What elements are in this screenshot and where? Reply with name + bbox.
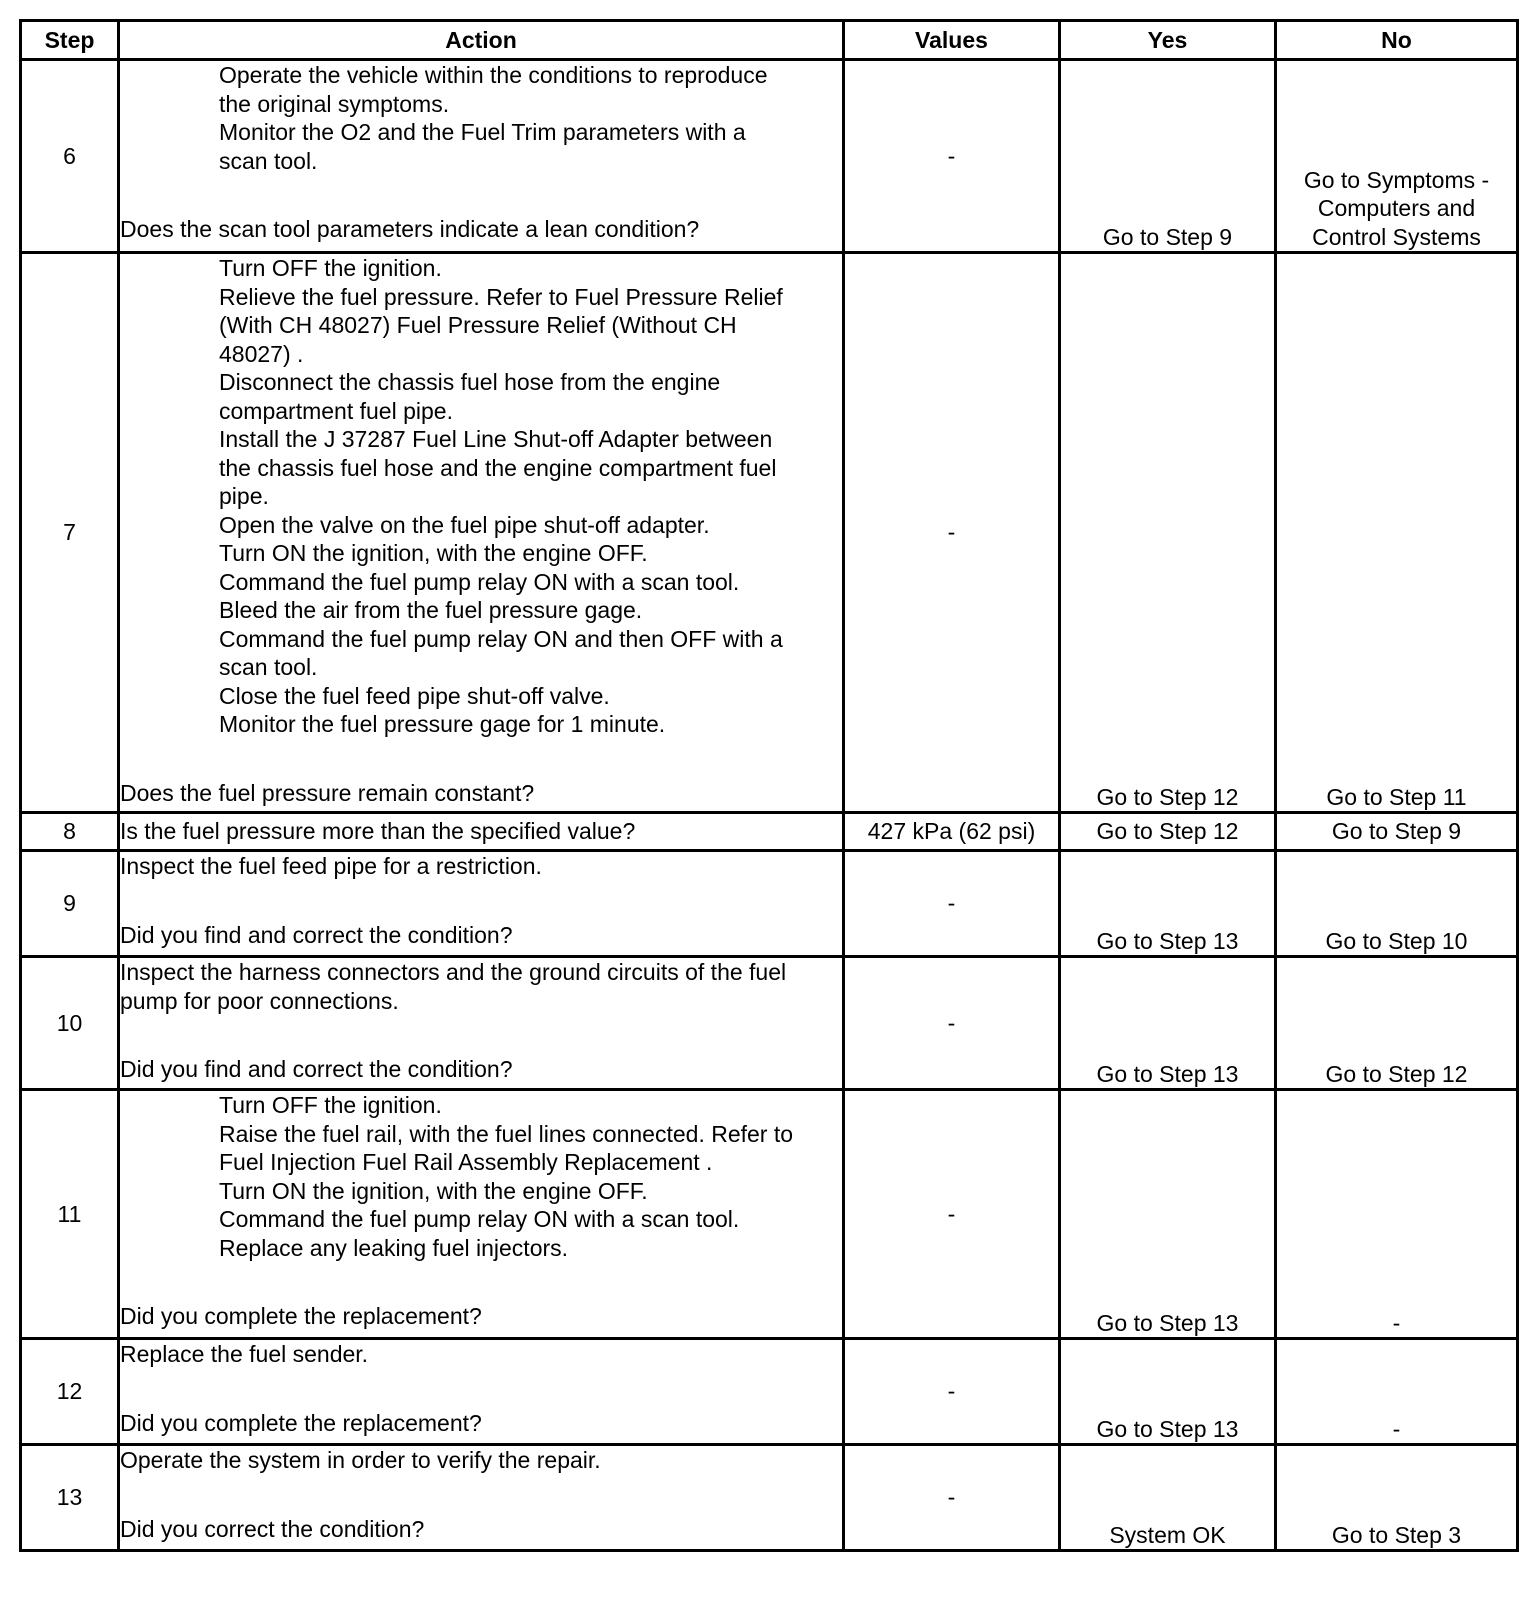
action-line: Command the fuel pump relay ON with a scan tool.	[219, 1206, 740, 1232]
step-number: 11	[21, 1090, 119, 1339]
action-line: Command the fuel pump relay ON with a scan tool.	[219, 568, 740, 595]
yes-cell: Go to Step 12	[1060, 813, 1276, 851]
header-no: No	[1276, 21, 1518, 60]
table-row	[21, 1445, 1518, 1551]
action-cell	[119, 851, 844, 957]
no-cell	[1276, 1090, 1518, 1339]
step-number: 9	[21, 851, 119, 957]
yes-cell: Go to Step 13	[1060, 851, 1276, 957]
action-line: Bleed the air from the fuel pressure gage.	[219, 597, 643, 623]
no-cell	[1276, 813, 1518, 851]
yes-cell: System OK	[1060, 1445, 1276, 1551]
values-cell: -	[844, 1090, 1060, 1339]
action-cell	[119, 253, 844, 813]
step-number: 7	[21, 253, 119, 813]
action-line: Fuel Injection Fuel Rail Assembly Replacement .	[219, 1149, 713, 1175]
action-gap	[120, 1369, 842, 1409]
no-line: Go to Step 12	[1325, 1060, 1468, 1087]
action-gap	[120, 175, 842, 215]
action-question: Did you correct the condition?	[120, 1515, 425, 1542]
action-line: (With CH 48027) Fuel Pressure Relief (Without CH	[219, 312, 737, 338]
action-gap	[120, 881, 842, 921]
action-line: Operate the vehicle within the conditions to reproduce	[219, 62, 768, 88]
table-row	[21, 957, 1518, 1090]
yes-cell: Go to Step 12	[1060, 253, 1276, 813]
no-line: Go to Symptoms -	[1303, 166, 1490, 193]
action-line: Monitor the O2 and the Fuel Trim parameters with a	[219, 119, 746, 145]
header-step: Step	[21, 21, 119, 60]
action-line: Command the fuel pump relay ON and then OFF with a	[219, 625, 783, 652]
action-line: scan tool.	[219, 654, 318, 680]
action-cell	[119, 1445, 844, 1551]
step-number: 8	[21, 813, 119, 851]
values-cell: -	[844, 851, 1060, 957]
action-question: Did you complete the replacement?	[120, 1303, 482, 1329]
values-cell: -	[844, 1339, 1060, 1445]
header-yes: Yes	[1060, 21, 1276, 60]
yes-cell: Go to Step 13	[1060, 1339, 1276, 1445]
step-number: 10	[21, 957, 119, 1090]
values-cell: 427 kPa (62 psi)	[844, 813, 1060, 851]
no-cell	[1276, 1445, 1518, 1551]
no-line: Go to Step 9	[1331, 818, 1462, 845]
diagnostic-table	[19, 19, 1519, 1552]
no-line: Go to Step 10	[1325, 927, 1468, 954]
values-cell: -	[844, 1445, 1060, 1551]
values-cell: -	[844, 253, 1060, 813]
action-line: compartment fuel pipe.	[219, 397, 453, 424]
table-row	[21, 1339, 1518, 1445]
values-cell: -	[844, 60, 1060, 253]
table-row	[21, 253, 1518, 813]
table-body	[21, 60, 1518, 1551]
action-line: Close the fuel feed pipe shut-off valve.	[219, 682, 610, 709]
no-line: -	[1392, 1415, 1401, 1442]
action-line: the original symptoms.	[219, 90, 450, 117]
action-question: Did you find and correct the condition?	[120, 921, 513, 948]
action-line: Install the J 37287 Fuel Line Shut-off Adapter between	[219, 426, 773, 452]
no-cell	[1276, 957, 1518, 1090]
action-line: Replace the fuel sender.	[120, 1341, 369, 1367]
action-cell	[119, 1090, 844, 1339]
action-line: Replace any leaking fuel injectors.	[219, 1234, 569, 1261]
no-line: -	[1392, 1309, 1401, 1336]
action-line: Monitor the fuel pressure gage for 1 minute.	[219, 711, 666, 737]
table-row	[21, 1090, 1518, 1339]
action-line: Open the valve on the fuel pipe shut-off adapter.	[219, 511, 710, 538]
no-line: Go to Step 3	[1331, 1521, 1462, 1548]
no-cell	[1276, 253, 1518, 813]
action-cell	[119, 60, 844, 253]
no-line: Control Systems	[1312, 223, 1481, 250]
action-line: Inspect the harness connectors and the ground circuits of the fuel	[120, 959, 787, 985]
action-line: Turn OFF the ignition.	[219, 255, 442, 281]
action-question: Does the fuel pressure remain constant?	[120, 779, 535, 806]
action-line: Turn ON the ignition, with the engine OFF.	[219, 540, 648, 566]
action-question: Is the fuel pressure more than the specified value?	[120, 818, 636, 845]
action-line: scan tool.	[219, 147, 318, 174]
action-line: Relieve the fuel pressure. Refer to Fuel Pressure Relief	[219, 283, 783, 310]
table-row	[21, 813, 1518, 851]
yes-cell: Go to Step 13	[1060, 1090, 1276, 1339]
action-cell	[119, 957, 844, 1090]
action-gap	[120, 1015, 842, 1055]
action-line: pipe.	[219, 483, 269, 509]
action-question: Did you complete the replacement?	[120, 1409, 482, 1436]
table-row	[21, 60, 1518, 253]
step-number: 13	[21, 1445, 119, 1551]
action-gap	[120, 739, 842, 779]
action-line: Turn OFF the ignition.	[219, 1092, 442, 1118]
step-number: 6	[21, 60, 119, 253]
action-line: Disconnect the chassis fuel hose from the engine	[219, 369, 721, 395]
action-cell	[119, 1339, 844, 1445]
action-gap	[120, 1262, 842, 1302]
action-gap	[120, 1475, 842, 1515]
action-cell	[119, 813, 844, 851]
action-line: Raise the fuel rail, with the fuel lines connected. Refer to	[219, 1120, 794, 1147]
action-question: Does the scan tool parameters indicate a lean condition?	[120, 216, 700, 242]
no-cell	[1276, 60, 1518, 253]
header-row	[21, 21, 1518, 60]
yes-cell: Go to Step 9	[1060, 60, 1276, 253]
table-row	[21, 851, 1518, 957]
no-cell	[1276, 851, 1518, 957]
action-line: Turn ON the ignition, with the engine OFF.	[219, 1177, 648, 1204]
no-line: Go to Step 11	[1326, 783, 1467, 810]
action-line: 48027) .	[219, 340, 304, 367]
no-line: Computers and	[1317, 195, 1476, 221]
action-line: pump for poor connections.	[120, 987, 399, 1014]
header-action: Action	[119, 21, 844, 60]
step-number: 12	[21, 1339, 119, 1445]
no-cell	[1276, 1339, 1518, 1445]
action-line: Inspect the fuel feed pipe for a restriction.	[120, 853, 542, 879]
action-line: the chassis fuel hose and the engine compartment fuel	[219, 454, 777, 481]
values-cell: -	[844, 957, 1060, 1090]
action-question: Did you find and correct the condition?	[120, 1056, 513, 1082]
yes-cell: Go to Step 13	[1060, 957, 1276, 1090]
action-line: Operate the system in order to verify the repair.	[120, 1447, 601, 1473]
header-values: Values	[844, 21, 1060, 60]
